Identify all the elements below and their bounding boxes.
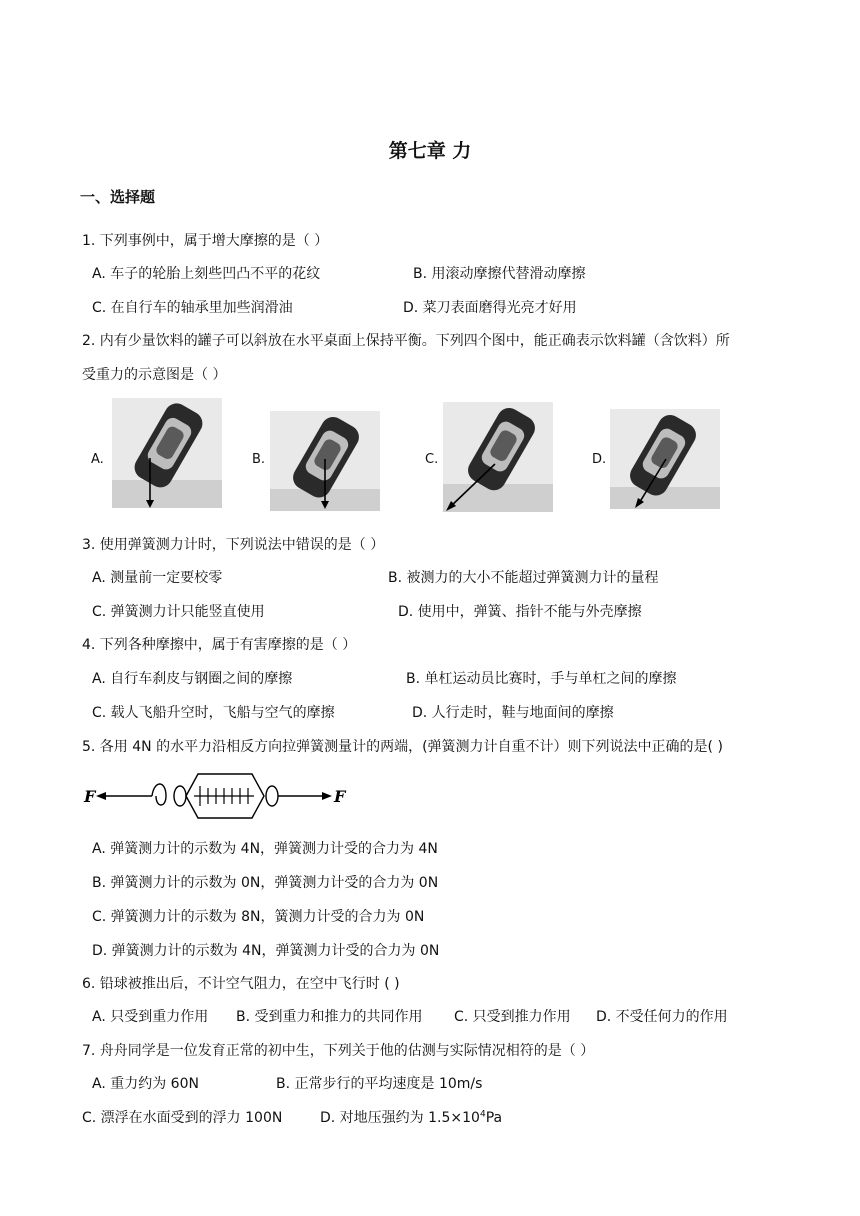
question-5-option-a: A. 弹簧测力计的示数为 4N，弹簧测力计受的合力为 4N bbox=[92, 841, 438, 857]
question-6-option-d: D. 不受任何力的作用 bbox=[596, 1009, 728, 1025]
question-7-stem: 7. 舟舟同学是一位发育正常的初中生，下列关于他的估测与实际情况相符的是（ ） bbox=[82, 1043, 595, 1059]
question-5-option-d: D. 弹簧测力计的示数为 4N，弹簧测力计受的合力为 0N bbox=[92, 943, 440, 959]
question-3-option-b: B. 被测力的大小不能超过弹簧测力计的量程 bbox=[388, 570, 659, 586]
question-3-option-d: D. 使用中，弹簧、指针不能与外壳摩擦 bbox=[398, 604, 642, 620]
question-2-label-c: C. bbox=[425, 452, 439, 467]
question-7-option-d bbox=[320, 1107, 502, 1127]
spring-scale-diagram bbox=[82, 768, 352, 824]
section-heading: 一、选择题 bbox=[80, 188, 156, 206]
question-1-option-a: A. 车子的轮胎上刻些凹凸不平的花纹 bbox=[92, 266, 321, 282]
question-3-option-a: A. 测量前一定要校零 bbox=[92, 570, 223, 586]
question-3-stem: 3. 使用弹簧测力计时，下列说法中错误的是（ ） bbox=[82, 537, 385, 553]
question-7-option-b: B. 正常步行的平均速度是 10m/s bbox=[276, 1076, 483, 1092]
can-image-c bbox=[443, 402, 553, 512]
question-2-label-a: A. bbox=[91, 452, 104, 467]
question-1-option-b: B. 用滚动摩擦代替滑动摩擦 bbox=[413, 266, 586, 282]
question-4-option-b: B. 单杠运动员比赛时，手与单杠之间的摩擦 bbox=[406, 671, 677, 687]
question-7-option-d-text: D. 对地压强约为 1.5×10 bbox=[320, 1110, 480, 1126]
can-image-b bbox=[270, 406, 380, 516]
question-5-stem: 5. 各用 4N 的水平力沿相反方向拉弹簧测量计的两端，(弹簧测力计自重不计）则下列说法中正确的是( ) bbox=[82, 739, 723, 755]
question-6-option-a: A. 只受到重力作用 bbox=[92, 1009, 209, 1025]
can-image-a bbox=[112, 398, 222, 508]
question-6-option-c: C. 只受到推力作用 bbox=[454, 1009, 571, 1025]
question-6-option-b: B. 受到重力和推力的共同作用 bbox=[236, 1009, 423, 1025]
question-2-label-d: D. bbox=[592, 452, 607, 467]
question-4-option-a: A. 自行车刹皮与钢圈之间的摩擦 bbox=[92, 671, 293, 687]
question-3-option-c: C. 弹簧测力计只能竖直使用 bbox=[92, 604, 265, 620]
question-2-stem-line2: 受重力的示意图是（ ） bbox=[82, 367, 227, 383]
question-7-option-a: A. 重力约为 60N bbox=[92, 1076, 199, 1092]
question-1-option-c: C. 在自行车的轴承里加些润滑油 bbox=[92, 300, 293, 316]
question-5-option-b: B. 弹簧测力计的示数为 0N，弹簧测力计受的合力为 0N bbox=[92, 875, 439, 891]
force-label-right: F bbox=[334, 787, 346, 806]
question-2-label-b: B. bbox=[252, 452, 266, 467]
question-1-option-d: D. 菜刀表面磨得光亮才好用 bbox=[403, 300, 577, 316]
can-image-d bbox=[610, 404, 720, 514]
force-label-left: F bbox=[84, 787, 96, 806]
question-1-stem: 1. 下列事例中，属于增大摩擦的是（ ） bbox=[82, 233, 329, 249]
question-7-option-c: C. 漂浮在水面受到的浮力 100N bbox=[82, 1110, 283, 1126]
question-4-option-d: D. 人行走时，鞋与地面间的摩擦 bbox=[412, 705, 614, 721]
question-2-stem-line1: 2. 内有少量饮料的罐子可以斜放在水平桌面上保持平衡。下列四个图中，能正确表示饮料罐（含饮料）所 bbox=[82, 333, 730, 349]
question-5-option-c: C. 弹簧测力计的示数为 8N，簧测力计受的合力为 0N bbox=[92, 909, 425, 925]
question-4-stem: 4. 下列各种摩擦中，属于有害摩擦的是（ ） bbox=[82, 637, 357, 653]
question-7-option-d-unit: Pa bbox=[485, 1110, 503, 1126]
question-6-stem: 6. 铅球被推出后，不计空气阻力，在空中飞行时 ( ) bbox=[82, 976, 400, 992]
page-title: 第七章 力 bbox=[388, 140, 472, 162]
question-4-option-c: C. 载人飞船升空时，飞船与空气的摩擦 bbox=[92, 705, 335, 721]
question-7-option-d-exponent: 4 bbox=[479, 1109, 486, 1120]
